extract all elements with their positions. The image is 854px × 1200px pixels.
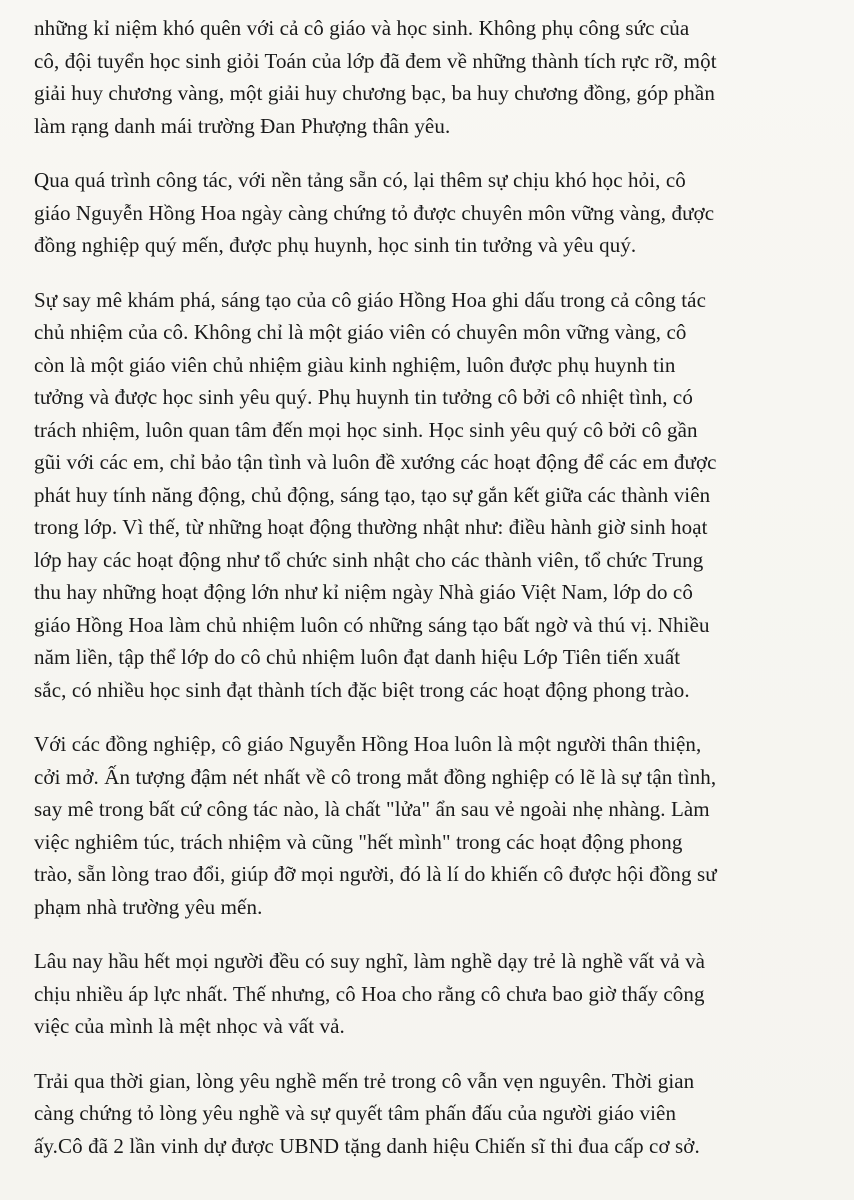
text-line: sắc, có nhiều học sinh đạt thành tích đặc biệt trong các hoạt động phong trào. [34,677,690,702]
text-line: Sự say mê khám phá, sáng tạo của cô giáo Hồng Hoa ghi dấu trong cả công tác [34,287,707,312]
text-line: phạm nhà trường yêu mến. [34,894,263,919]
paragraph-1 [34,12,824,142]
text-line: việc nghiêm túc, trách nhiệm và cũng "hết mình" trong các hoạt động phong [34,829,683,854]
text-line: ấy.Cô đã 2 lần vinh dự được UBND tặng danh hiệu Chiến sĩ thi đua cấp cơ sở. [34,1133,700,1158]
text-line: giáo Nguyễn Hồng Hoa ngày càng chứng tỏ được chuyên môn vững vàng, được [34,200,715,225]
text-line: phát huy tính năng động, chủ động, sáng tạo, tạo sự gắn kết giữa các thành viên [34,482,711,507]
paragraph-3 [34,284,824,707]
text-line: năm liền, tập thể lớp do cô chủ nhiệm luôn đạt danh hiệu Lớp Tiên tiến xuất [34,645,681,669]
text-line: Trải qua thời gian, lòng yêu nghề mến trẻ trong cô vẫn vẹn nguyên. Thời gian [34,1068,695,1093]
text-line: giáo Hồng Hoa làm chủ nhiệm luôn có những sáng tạo bất ngờ và thú vị. Nhiều [34,612,710,637]
text-line: càng chứng tỏ lòng yêu nghề và sự quyết tâm phấn đấu của người giáo viên [34,1101,677,1125]
text-line: gũi với các em, chỉ bảo tận tình và luôn đề xướng các hoạt động để các em được [34,450,717,474]
text-line: những kỉ niệm khó quên với cả cô giáo và học sinh. Không phụ công sức của [34,16,690,40]
text-line: đồng nghiệp quý mến, được phụ huynh, học sinh tin tưởng và yêu quý. [34,233,637,257]
text-line: trào, sẵn lòng trao đổi, giúp đỡ mọi người, đó là lí do khiến cô được hội đồng sư [34,862,717,886]
paragraph-6 [34,1065,824,1163]
text-line: tưởng và được học sinh yêu quý. Phụ huynh tin tưởng cô bởi cô nhiệt tình, có [34,385,693,409]
text-line: lớp hay các hoạt động như tổ chức sinh nhật cho các thành viên, tổ chức Trung [34,547,704,572]
text-line: chủ nhiệm của cô. Không chỉ là một giáo viên có chuyên môn vững vàng, cô [34,320,687,344]
text-line: thu hay những hoạt động lớn như kỉ niệm ngày Nhà giáo Việt Nam, lớp do cô [34,580,693,604]
text-line: chịu nhiều áp lực nhất. Thế nhưng, cô Hoa cho rằng cô chưa bao giờ thấy công [34,981,705,1006]
text-line: Với các đồng nghiệp, cô giáo Nguyễn Hồng Hoa luôn là một người thân thiện, [34,732,702,756]
text-line: Qua quá trình công tác, với nền tảng sẵn có, lại thêm sự chịu khó học hỏi, cô [34,168,686,192]
text-line: còn là một giáo viên chủ nhiệm giàu kinh nghiệm, luôn được phụ huynh tin [34,352,676,377]
text-line: trong lớp. Vì thế, từ những hoạt động thường nhật như: điều hành giờ sinh hoạt [34,515,708,539]
text-line: việc của mình là mệt nhọc và vất vả. [34,1014,345,1038]
document-body [34,12,824,1184]
paragraph-2 [34,164,824,262]
text-line: cởi mở. Ấn tượng đậm nét nhất về cô trong mắt đồng nghiệp có lẽ là sự tận tình, [34,764,717,789]
text-line: say mê trong bất cứ công tác nào, là chất "lửa" ẩn sau vẻ ngoài nhẹ nhàng. Làm [34,797,710,821]
text-line: làm rạng danh mái trường Đan Phượng thân yêu. [34,113,451,138]
text-line: cô, đội tuyển học sinh giỏi Toán của lớp đã đem về những thành tích rực rỡ, một [34,48,717,73]
text-line: trách nhiệm, luôn quan tâm đến mọi học sinh. Học sinh yêu quý cô bởi cô gần [34,417,698,442]
paragraph-5 [34,945,824,1043]
paragraph-4 [34,728,824,923]
text-line: Lâu nay hầu hết mọi người đều có suy nghĩ, làm nghề dạy trẻ là nghề vất vả và [34,949,706,973]
text-line: giải huy chương vàng, một giải huy chương bạc, ba huy chương đồng, góp phần [34,81,715,105]
